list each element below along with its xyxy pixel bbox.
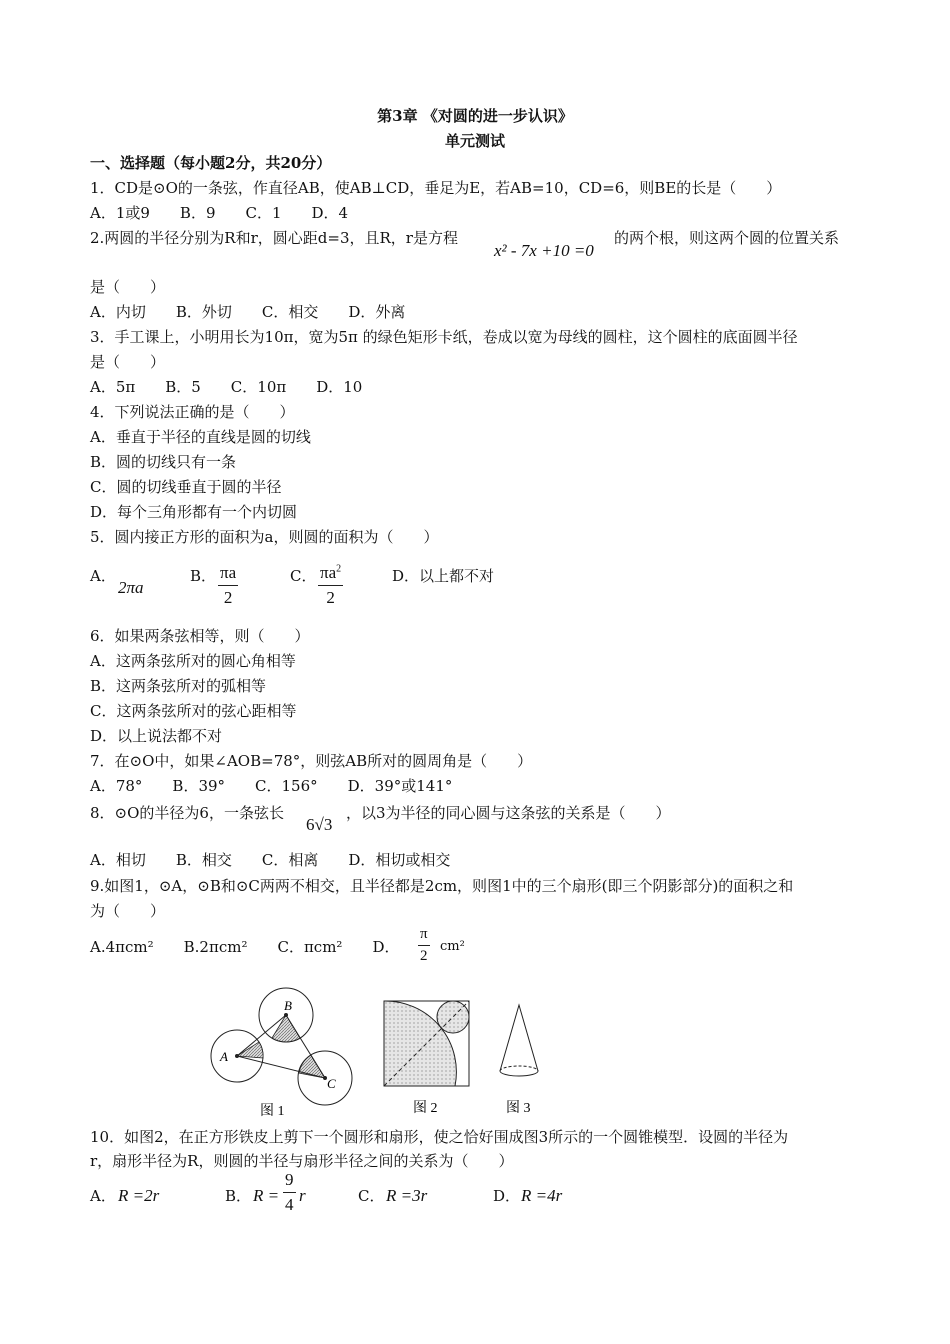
q5-option-b-numerator: πa — [220, 563, 237, 582]
q9-stem-b: 为（ ） — [90, 902, 166, 920]
q5-option-c-exponent: 2 — [336, 563, 342, 575]
q10-option-a: R =2r — [118, 1186, 160, 1205]
q10-label-c: C． — [358, 1187, 385, 1205]
q5-option-a: 2πa — [118, 578, 144, 597]
q7-stem: 7．在⊙O中，如果∠AOB=78°，则弦AB所对的圆周角是（ ） — [90, 752, 533, 770]
q9-options: A.4πcm² B.2πcm² C．πcm² D． — [90, 938, 400, 956]
q5-option-b-denominator: 2 — [223, 588, 233, 607]
q2-options: A．内切 B．外切 C．相交 D．外离 — [90, 303, 406, 321]
q6-option-d: D．以上说法都不对 — [90, 727, 223, 745]
q10-option-b-numerator: 9 — [285, 1170, 294, 1189]
q10-option-b-lhs: R = — [253, 1186, 280, 1205]
q9-option-d-denominator: 2 — [420, 948, 428, 964]
q5-option-c-fraction — [318, 563, 343, 608]
page-subtitle: 单元测试 — [444, 132, 505, 150]
q9-option-d-numerator: π — [420, 926, 428, 942]
q3-options: A．5π B．5 C．10π D．10 — [90, 378, 363, 396]
figure-1-label: 图 1 — [260, 1104, 285, 1119]
q2-stem-c: 是（ ） — [90, 278, 166, 296]
q3-stem: 3．手工课上，小明用长为10π，宽为5π 的绿色矩形卡纸，卷成以宽为母线的圆柱，这个圆柱的底面圆半径 — [90, 328, 798, 346]
q10-label-a: A． — [90, 1187, 116, 1205]
page-title: 第3章 《对圆的进一步认识》 — [377, 107, 573, 125]
cone-base-front — [500, 1071, 538, 1076]
q5-label-a: A． — [90, 567, 116, 585]
point-c-label: C — [327, 1076, 336, 1091]
q8-stem-a: 8．⊙O的半径为6，一条弦长 — [90, 804, 284, 822]
q4-option-a: A．垂直于半径的直线是圆的切线 — [90, 428, 311, 446]
q8-radical: 6√3 — [306, 815, 333, 834]
q5-option-d: D．以上都不对 — [392, 567, 495, 585]
cone-sides — [500, 1005, 538, 1071]
q6-option-a: A．这两条弦所对的圆心角相等 — [90, 652, 296, 670]
fraction-bar — [418, 945, 430, 946]
q10-label-b: B． — [225, 1187, 252, 1205]
q4-option-d: D．每个三角形都有一个内切圆 — [90, 503, 298, 521]
q10-label-d: D． — [493, 1187, 521, 1205]
q3-stem-b: 是（ ） — [90, 353, 166, 371]
q8-stem-b: ，以3为半径的同心圆与这条弦的关系是（ ） — [346, 804, 671, 822]
q4-option-c: C．圆的切线垂直于圆的半径 — [90, 478, 282, 496]
q10-option-b-rhs: r — [299, 1186, 306, 1205]
sector-a — [237, 1042, 263, 1058]
q5-stem: 5．圆内接正方形的面积为a，则圆的面积为（ ） — [90, 528, 439, 546]
q4-option-b: B．圆的切线只有一条 — [90, 453, 237, 471]
point-a-dot — [235, 1054, 239, 1058]
q9-option-d-unit: cm² — [440, 939, 465, 954]
figure-2-label: 图 2 — [413, 1101, 438, 1116]
q10-stem: 10．如图2，在正方形铁皮上剪下一个圆形和扇形，使之恰好围成图3所示的一个圆锥模型．设圆的半径为 — [90, 1128, 789, 1146]
q9-stem: 9.如图1，⊙A，⊙B和⊙C两两不相交，且半径都是2cm，则图1中的三个扇形(即三个阴影部分)的面积之和 — [90, 877, 794, 895]
point-a-label: A — [220, 1049, 228, 1064]
fraction-bar — [218, 585, 238, 586]
q1-options: A．1或9 B．9 C．1 D．4 — [90, 204, 349, 222]
figure-2 — [384, 1001, 469, 1116]
fraction-bar — [318, 585, 343, 586]
fraction-bar — [283, 1192, 296, 1193]
q9-option-d-fraction — [418, 926, 430, 965]
q1-stem: 1．CD是⊙O的一条弦，作直径AB，使AB⊥CD，垂足为E，若AB=10，CD=6，则BE的长是（ ） — [90, 179, 782, 197]
point-b-label: B — [284, 998, 292, 1013]
q6-option-b: B．这两条弦所对的弧相等 — [90, 677, 267, 695]
q10-option-c: R =3r — [386, 1186, 428, 1205]
q8-options: A．相切 B．相交 C．相离 D．相切或相交 — [90, 851, 451, 869]
q2-equation: x² - 7x +10 =0 — [494, 241, 594, 260]
figure-3-label: 图 3 — [506, 1101, 531, 1116]
figures-area — [200, 985, 580, 1120]
cone-base-back — [500, 1066, 538, 1071]
q10-option-b-denominator: 4 — [285, 1195, 294, 1214]
q7-options: A．78° B．39° C．156° D．39°或141° — [90, 777, 453, 795]
q2-stem-a: 2.两圆的半径分别为R和r，圆心距d=3，且R，r是方程 — [90, 229, 458, 247]
q2-stem-b: 的两个根，则这两个圆的位置关系 — [614, 229, 840, 247]
figure-1 — [211, 988, 352, 1119]
q5-option-b-fraction — [218, 563, 238, 608]
q5-option-c-denominator: 2 — [326, 588, 335, 607]
figure-3 — [500, 1005, 538, 1116]
q6-option-c: C．这两条弦所对的弦心距相等 — [90, 702, 297, 720]
q5-label-b: B． — [190, 567, 217, 585]
q5-label-c: C． — [290, 567, 317, 585]
q5-option-c-numerator: πa — [320, 563, 337, 582]
q10-option-b-fraction — [283, 1170, 296, 1215]
q10-option-d: R =4r — [521, 1186, 563, 1205]
sector-b — [272, 1015, 300, 1042]
section-heading: 一、选择题（每小题2分，共20分） — [90, 154, 332, 172]
point-b-dot — [284, 1013, 288, 1017]
q6-stem: 6．如果两条弦相等，则（ ） — [90, 627, 310, 645]
q10-stem-b: r，扇形半径为R，则圆的半径与扇形半径之间的关系为（ ） — [90, 1152, 514, 1170]
q4-stem: 4．下列说法正确的是（ ） — [90, 403, 295, 421]
